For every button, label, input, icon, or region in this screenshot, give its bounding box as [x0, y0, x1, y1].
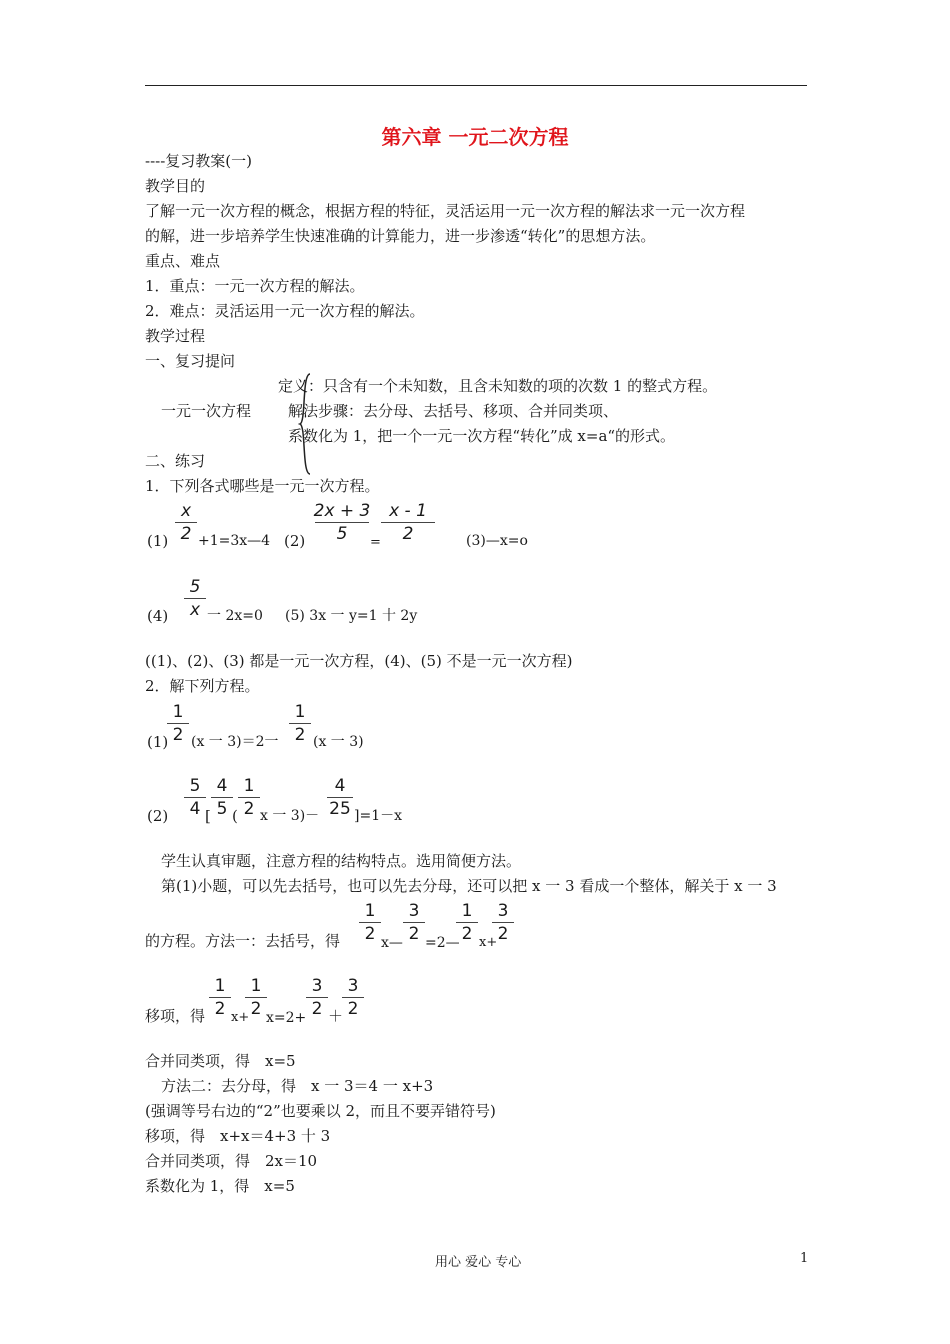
q2-part-2-bracket: [: [205, 807, 211, 825]
review-heading: 一、复习提问: [145, 352, 236, 370]
definition-line: 定义：只含有一个未知数，且含未知数的项的次数 1 的整式方程。: [278, 377, 718, 395]
question-2: 2．解下列方程。: [145, 677, 260, 695]
fraction-x-over-2: x 2: [170, 500, 202, 545]
q1-part-4-rest: 一 2x=0: [207, 608, 263, 624]
emphasis-note: (强调等号右边的“2”也要乘以 2，而且不要弄错符号): [145, 1102, 496, 1120]
header-rule: [145, 85, 807, 86]
method-2: 方法二：去分母，得 x 一 3＝4 一 x+3: [161, 1077, 434, 1095]
footer-text: 用心 爱心 专心: [435, 1255, 522, 1270]
fraction-5-over-x: 5 x: [179, 576, 211, 621]
fraction-three-halves: 3 2: [301, 975, 333, 1020]
q1-part-1-rest: +1=3x—4: [198, 533, 271, 549]
fraction-one-half: 1 2: [204, 975, 236, 1020]
q2-part-2-middle: x 一 3)－: [260, 808, 320, 824]
steps-line-2: 系数化为 1，把一个一元一次方程“转化”成 x=a“的形式。: [288, 427, 676, 445]
q2-part-1-a: (x 一 3)＝2一: [191, 734, 279, 750]
fraction-one-half: 1 2: [451, 900, 483, 945]
method-1-b: x—: [381, 935, 403, 951]
q2-part-1-label: (1): [147, 733, 169, 751]
q1-equals: =: [370, 535, 381, 550]
method-2-combine: 合并同类项，得 2x＝10: [145, 1152, 318, 1170]
fraction-x-minus-1-over-2: x - 1 2: [376, 500, 440, 545]
key-point-1: 1．重点：一元一次方程的解法。: [145, 277, 365, 295]
method-1-d: x+: [479, 935, 498, 950]
move-terms-d: ＋: [328, 1007, 344, 1025]
q1-part-3: (3)—x=o: [466, 533, 528, 549]
q1-answer: ((1)、(2)、(3) 都是一元一次方程，(4)、(5) 不是一元一次方程): [145, 652, 573, 670]
fraction-one-half: 1 2: [240, 975, 272, 1020]
fraction-4-over-25: 4 25: [322, 775, 358, 820]
q2-part-1-b: (x 一 3): [313, 734, 364, 750]
move-terms-c: x=2+: [266, 1010, 307, 1026]
note-1: 学生认真审题，注意方程的结构特点。选用简便方法。: [161, 852, 522, 870]
page-number: 1: [800, 1251, 809, 1266]
key-heading: 重点、难点: [145, 252, 221, 270]
fraction-three-halves: 3 2: [487, 900, 519, 945]
method-2-coefficient: 系数化为 1，得 x=5: [145, 1177, 295, 1195]
page-title: 第六章 一元二次方程: [381, 125, 569, 149]
fraction-4-over-5: 4 5: [206, 775, 238, 820]
method-1-c: =2—: [425, 935, 460, 951]
fraction-three-halves: 3 2: [337, 975, 369, 1020]
method-2-move: 移项，得 x+x＝4+3 十 3: [145, 1127, 331, 1145]
method-1-a: 的方程。方法一：去括号，得: [145, 932, 341, 950]
practice-heading: 二、练习: [145, 452, 206, 470]
note-2: 第(1)小题，可以先去括号，也可以先去分母，还可以把 x 一 3 看成一个整体，解关于 x 一 3: [161, 877, 777, 895]
goal-text-1: 了解一元一次方程的概念，根据方程的特征，灵活运用一元一次方程的解法求一元一次方程: [145, 202, 746, 220]
q2-part-2-paren: (: [232, 807, 238, 825]
move-terms-b: x+: [231, 1010, 250, 1025]
combine-like-terms: 合并同类项，得 x=5: [145, 1052, 296, 1070]
question-1: 1．下列各式哪些是一元一次方程。: [145, 477, 380, 495]
subtitle: ----复习教案(一): [145, 152, 252, 170]
key-point-2: 2．难点：灵活运用一元一次方程的解法。: [145, 302, 425, 320]
q1-part-5: (5) 3x 一 y=1 十 2y: [285, 608, 418, 624]
q1-part-1-label: (1): [147, 532, 169, 550]
fraction-one-half: 1 2: [162, 701, 194, 746]
goal-heading: 教学目的: [145, 177, 206, 195]
q1-part-4-label: (4): [147, 607, 169, 625]
move-terms-a: 移项，得: [145, 1007, 206, 1025]
fraction-one-half: 1 2: [284, 701, 316, 746]
topic-label: 一元一次方程: [161, 402, 252, 420]
steps-line-1: 解法步骤：去分母、去括号、移项、合并同类项、: [288, 402, 619, 420]
q1-part-2-label: (2): [284, 532, 306, 550]
process-heading: 教学过程: [145, 327, 206, 345]
fraction-2x-plus-3-over-5: 2x + 3 5: [313, 501, 371, 544]
q2-part-2-label: (2): [147, 807, 169, 825]
fraction-one-half: 1 2: [354, 900, 386, 945]
q2-part-2-end: ]=1－x: [354, 808, 402, 824]
fraction-one-half: 1 2: [233, 775, 265, 820]
fraction-5-over-4: 5 4: [179, 775, 211, 820]
fraction-three-halves: 3 2: [398, 900, 430, 945]
goal-text-2: 的解，进一步培养学生快速准确的计算能力，进一步渗透“转化”的思想方法。: [145, 227, 656, 245]
